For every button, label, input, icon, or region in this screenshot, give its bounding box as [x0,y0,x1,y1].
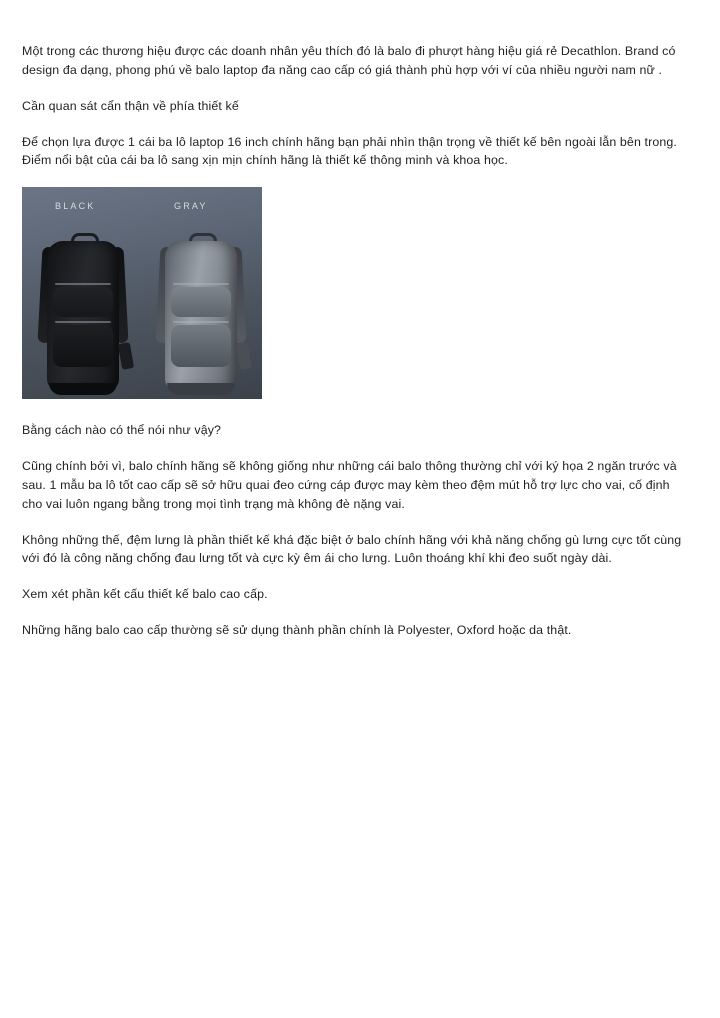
backpack-top-pocket [171,287,231,317]
backpack-zipper-icon [55,321,111,323]
paragraph-intro: Một trong các thương hiệu được các doanh nhân yêu thích đó là balo đi phượt hàng hiệu giá rẻ Decathlon. Brand có design đa dạng, phong phú về balo laptop đa năng cao cấp có giá thành phù hợp với ví của nhiều người nam nữ . [22,44,676,77]
paragraph-back-padding: Không những thế, đệm lưng là phần thiết kế khá đặc biệt ở balo chính hãng với khả năng chống gù lưng cực tốt cùng với đó là công năng chống đau lưng tốt và cực kỳ êm ái cho lưng. Luôn thoáng khí khi đeo suốt ngày dài. [22,532,682,566]
figure-label-black: BLACK [55,201,96,212]
paragraph-materials: Những hãng balo cao cấp thường sẽ sử dụng thành phần chính là Polyester, Oxford hoặc da thật. [22,623,572,638]
backpack-comparison-image [22,187,262,399]
document-body [22,42,690,640]
paragraph-design-detail: Để chọn lựa được 1 cái ba lô laptop 16 inch chính hãng bạn phải nhìn thận trọng về thiết kế bên ngoài lẫn bên trong. Điểm nổi bật của cái ba lô sang xịn mịn chính hãng là thiết kế thông minh và khoa học. [22,134,677,168]
backpack-zipper-icon [55,283,111,285]
backpack-bottom-pocket [171,325,231,367]
backpack-zipper-icon [173,321,229,323]
figure-label-gray: GRAY [174,201,208,212]
backpack-top-pocket [53,287,113,317]
paragraph-straps: Cũng chính bởi vì, balo chính hãng sẽ không giống như những cái balo thông thường chỉ với ký họa 2 ngăn trước và sau. 1 mẫu ba lô tốt cao cấp sẽ sở hữu quai đeo cứng cáp được may kèm theo đệm mút hỗ trợ lực cho vai, cố định cho vai luôn ngang bằng trong mọi tình trạng mà không đè nặng vai. [22,459,677,511]
backpack-black-icon [41,225,125,393]
backpack-side-tab [236,342,252,370]
backpack-bottom-pocket [53,325,113,367]
paragraph-structure-heading: Xem xét phần kết cấu thiết kế balo cao cấp. [22,587,268,602]
backpack-gray-icon [159,225,243,393]
paragraph-question: Bằng cách nào có thể nói như vậy? [22,423,222,438]
backpack-side-tab [118,342,134,370]
backpack-base [49,383,117,395]
backpack-base [167,383,235,395]
paragraph-heading-design: Cần quan sát cẩn thận về phía thiết kế [22,98,239,113]
backpack-zipper-icon [173,283,229,285]
